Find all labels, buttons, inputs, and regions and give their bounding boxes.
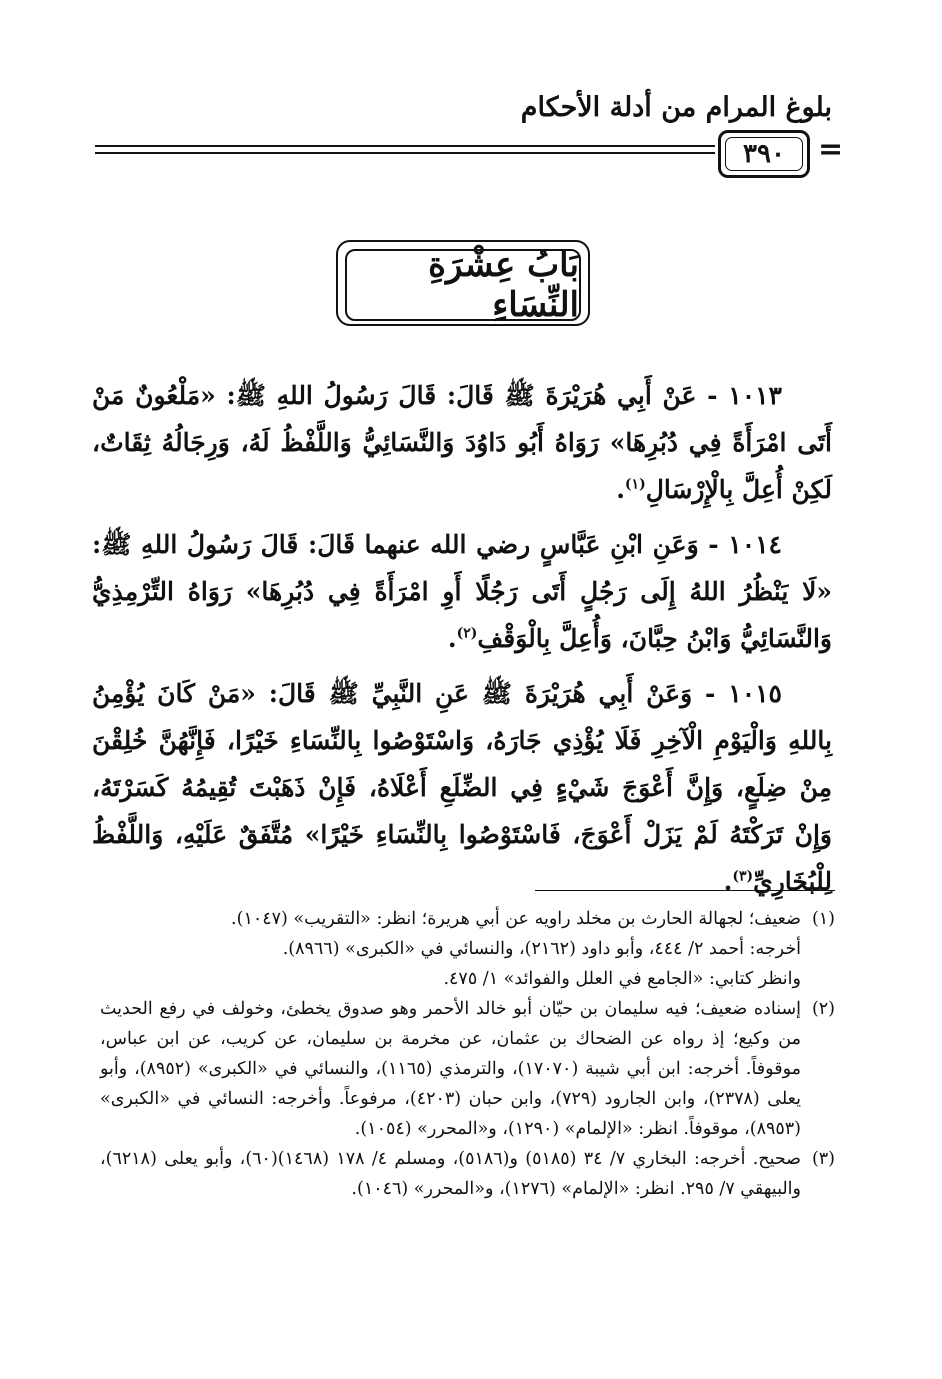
footnote-line: وانظر كتابي: «الجامع في العلل والفوائد» ١/ ٤٧٥.: [443, 969, 801, 989]
footnote-1: [100, 904, 835, 994]
hadith-number: ١٠١٥: [728, 679, 782, 708]
chapter-title-text: بَابُ عِشْرَةِ النِّسَاءِ: [428, 245, 579, 325]
footnote-line: إسناده ضعيف؛ فيه سليمان بن حيّان أبو خالد الأحمر وهو صدوق يخطئ، وخولف في رفع الحديث من وكيع؛ إذ رواه عن الضحاك بن عثمان، عن مخرمة بن سليمان، عن كريب، عن ابن عباس، موقوفاً. أخرجه: ابن أبي شيبة (١٧٠٧٠)، والترمذي (١١٦٥)، والنسائي في «الكبرى» (٨٩٥٢)، وأبو يعلى (٢٣٧٨)، وابن الجارود (٧٢٩)، وابن حبان (٤٢٠٣)، مرفوعاً. وأخرجه: النسائي في «الكبرى» (٨٩٥٣)، موقوفاً. انظر: «الإلمام» (١٢٩٠)، و«المحرر» (١٠٥٤).: [100, 999, 801, 1139]
footnotes: [100, 904, 835, 1204]
chapter-title: [345, 245, 581, 325]
hadith-1014: ١٠١٤ - وَعَنِ ابْنِ عَبَّاسٍ رضي الله عنهما قَالَ: قَالَ رَسُولُ اللهِ ﷺ: «لَا يَنْظُرُ اللهُ إِلَى رَجُلٍ أَتَى رَجُلًا أَوِ امْرَأَةً فِي دُبُرِهَا» رَوَاهُ التِّرْمِذِيُّ وَالنَّسَائِيُّ وَابْنُ حِبَّانَ، وَأُعِلَّ بِالْوَقْفِ$^{(٢)}$.: [92, 530, 832, 653]
header-rule-bottom: [95, 152, 715, 154]
footnote-ref: (١): [624, 476, 646, 493]
footnote-number: (١): [811, 909, 835, 929]
footnote-number: (٢): [811, 999, 835, 1019]
footnote-3: [100, 1144, 835, 1204]
footnote-number: (٣): [811, 1149, 835, 1169]
footnote-ref: (٢): [456, 625, 478, 642]
footnote-line: أخرجه: أحمد ٢/ ٤٤٤، وأبو داود (٢١٦٢)، والنسائي في «الكبرى» (٨٩٦٦).: [282, 939, 801, 959]
running-title: بلوغ المرام من أدلة الأحكام: [520, 92, 832, 123]
hadith-section: [92, 372, 832, 913]
footnote-ref: (٣): [732, 868, 754, 885]
footnote-line: ضعيف؛ لجهالة الحارث بن مخلد راويه عن أبي هريرة؛ انظر: «التقريب» (١٠٤٧).: [231, 909, 801, 929]
hadith-text: - وَعَنْ أَبِي هُرَيْرَةَ ﷺ عَنِ النَّبِيِّ ﷺ قَالَ: «مَنْ كَانَ يُؤْمِنُ بِاللهِ وَالْيَوْمِ الْآخِرِ فَلَا يُؤْذِي جَارَهُ، وَاسْتَوْصُوا بِالنِّسَاءِ خَيْرًا، فَإِنَّهُنَّ خُلِقْنَ مِنْ ضِلَعٍ، وَإِنَّ أَعْوَجَ شَيْءٍ فِي الضِّلَعِ أَعْلَاهُ، فَإِنْ ذَهَبْتَ تُقِيمُهُ كَسَرْتَهُ، وَإِنْ تَرَكْتَهُ لَمْ يَزَلْ أَعْوَجَ، فَاسْتَوْصُوا بِالنِّسَاءِ خَيْرًا» مُتَّفَقٌ عَلَيْهِ، وَاللَّفْظُ لِلْبُخَارِيِّ: [92, 679, 832, 896]
footnote-2: [100, 994, 835, 1144]
footnote-line: صحيح. أخرجه: البخاري ٧/ ٣٤ (٥١٨٥) و(٥١٨٦)، ومسلم ٤/ ١٧٨ (١٤٦٨)(٦٠)، وأبو يعلى (٦٢١٨)، والبيهقي ٧/ ٢٩٥. انظر: «الإلمام» (١٢٧٦)، و«المحرر» (١٠٤٦).: [100, 1149, 802, 1199]
page-number-text: ٣٩٠: [743, 139, 785, 169]
hadith-number: ١٠١٤: [728, 530, 782, 559]
footnote-separator: [535, 890, 835, 891]
hadith-1013: ١٠١٣ - عَنْ أَبِي هُرَيْرَةَ ﷺ قَالَ: قَالَ رَسُولُ اللهِ ﷺ: «مَلْعُونٌ مَنْ أَتَى امْرَأَةً فِي دُبُرِهَا» رَوَاهُ أَبُو دَاوُدَ وَالنَّسَائِيُّ وَاللَّفْظُ لَهُ، وَرِجَالُهُ ثِقَاتٌ، لَكِنْ أُعِلَّ بِالْإِرْسَالِ$^{(١)}$.: [92, 381, 832, 504]
hadith-text: - عَنْ أَبِي هُرَيْرَةَ ﷺ قَالَ: قَالَ رَسُولُ اللهِ ﷺ: «مَلْعُونٌ مَنْ أَتَى امْرَأَةً فِي دُبُرِهَا» رَوَاهُ أَبُو دَاوُدَ وَالنَّسَائِيُّ وَاللَّفْظُ لَهُ، وَرِجَالُهُ ثِقَاتٌ، لَكِنْ أُعِلَّ بِالْإِرْسَالِ: [92, 381, 832, 504]
hadith-text: - وَعَنِ ابْنِ عَبَّاسٍ رضي الله عنهما قَالَ: قَالَ رَسُولُ اللهِ ﷺ: «لَا يَنْظُرُ اللهُ إِلَى رَجُلٍ أَتَى رَجُلًا أَوِ امْرَأَةً فِي دُبُرِهَا» رَوَاهُ التِّرْمِذِيُّ وَالنَّسَائِيُّ وَابْنُ حِبَّانَ، وَأُعِلَّ بِالْوَقْفِ: [92, 530, 832, 653]
header-ornament: =: [818, 132, 844, 167]
hadith-1015: ١٠١٥ - وَعَنْ أَبِي هُرَيْرَةَ ﷺ عَنِ النَّبِيِّ ﷺ قَالَ: «مَنْ كَانَ يُؤْمِنُ بِاللهِ وَالْيَوْمِ الْآخِرِ فَلَا يُؤْذِي جَارَهُ، وَاسْتَوْصُوا بِالنِّسَاءِ خَيْرًا، فَإِنَّهُنَّ خُلِقْنَ مِنْ ضِلَعٍ، وَإِنَّ أَعْوَجَ شَيْءٍ فِي الضِّلَعِ أَعْلَاهُ، فَإِنْ ذَهَبْتَ تُقِيمُهُ كَسَرْتَهُ، وَإِنْ تَرَكْتَهُ لَمْ يَزَلْ أَعْوَجَ، فَاسْتَوْصُوا بِالنِّسَاءِ خَيْرًا» مُتَّفَقٌ عَلَيْهِ، وَاللَّفْظُ لِلْبُخَارِيِّ$^{(٣)}$.: [92, 679, 832, 896]
hadith-number: ١٠١٣: [728, 381, 782, 410]
header-rule-top: [95, 145, 715, 147]
page-number: [718, 130, 810, 178]
